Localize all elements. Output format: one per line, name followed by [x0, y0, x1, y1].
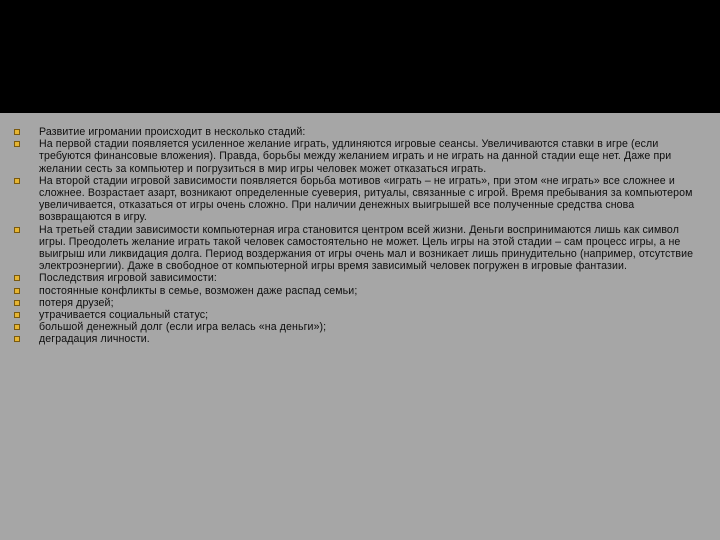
bullet-icon [14, 227, 20, 233]
list-item [14, 333, 704, 345]
bullet-list [14, 126, 704, 346]
list-item [14, 321, 704, 333]
list-item [14, 126, 704, 138]
bullet-icon [14, 300, 20, 306]
list-item [14, 309, 704, 321]
content-area [0, 113, 720, 540]
list-item-text: большой денежный долг (если игра велась «на деньги»); [39, 321, 327, 334]
bullet-icon [14, 288, 20, 294]
list-item-text: потеря друзей; [39, 296, 114, 309]
list-item [14, 272, 704, 284]
list-item-text: деградация личности. [39, 333, 150, 346]
list-item [14, 297, 704, 309]
list-item [14, 224, 704, 273]
bullet-icon [14, 178, 20, 184]
list-item-text: Последствия игровой зависимости: [39, 272, 217, 285]
header-band [0, 0, 720, 113]
bullet-icon [14, 336, 20, 342]
list-item-text: утрачивается социальный статус; [39, 309, 209, 322]
list-item-text: На третьей стадии зависимости компьютерная игра становится центром всей жизни. Деньги воспринимаются лишь как символ игры. Преодолеть желание играть такой человек самостоятельно не может. Цель игры на этой стадии – сам процесс игры, а не выигрыш или ликвидация долга. Период воздержания от игры очень мал и возникает лишь принудительно (например, отсутствие электроэнергии). Даже в свободное от компьютерной игры время зависимый человек погружен в игровые фантазии. [39, 223, 694, 273]
list-item [14, 175, 704, 224]
bullet-icon [14, 275, 20, 281]
list-item-text: Развитие игромании происходит в несколько стадий: [39, 126, 306, 138]
bullet-icon [14, 141, 20, 147]
bullet-icon [14, 312, 20, 318]
list-item-text: На второй стадии игровой зависимости появляется борьба мотивов «играть – не играть», при этом «не играть» все сложнее и сложнее. Возрастает азарт, возникают определенные суеверия, ритуалы, связанные с игрой. Время пребывания за компьютером увеличивается, отказаться от игры очень сложно. При наличии денежных выигрышей все полученные средства снова возвращаются в игру. [39, 174, 693, 224]
list-item-text: постоянные конфликты в семье, возможен даже распад семьи; [39, 284, 358, 297]
list-item [14, 285, 704, 297]
bullet-icon [14, 129, 20, 135]
list-item [14, 138, 704, 175]
bullet-icon [14, 324, 20, 330]
list-item-text: На первой стадии появляется усиленное желание играть, удлиняются игровые сеансы. Увеличиваются ставки в игре (если требуются финансовые вложения). Правда, борьбы между желанием играть и не играть на данной стадии еще нет. Даже при желании сесть за компьютер и погрузиться в мир игры человек может отказаться играть. [39, 138, 672, 175]
